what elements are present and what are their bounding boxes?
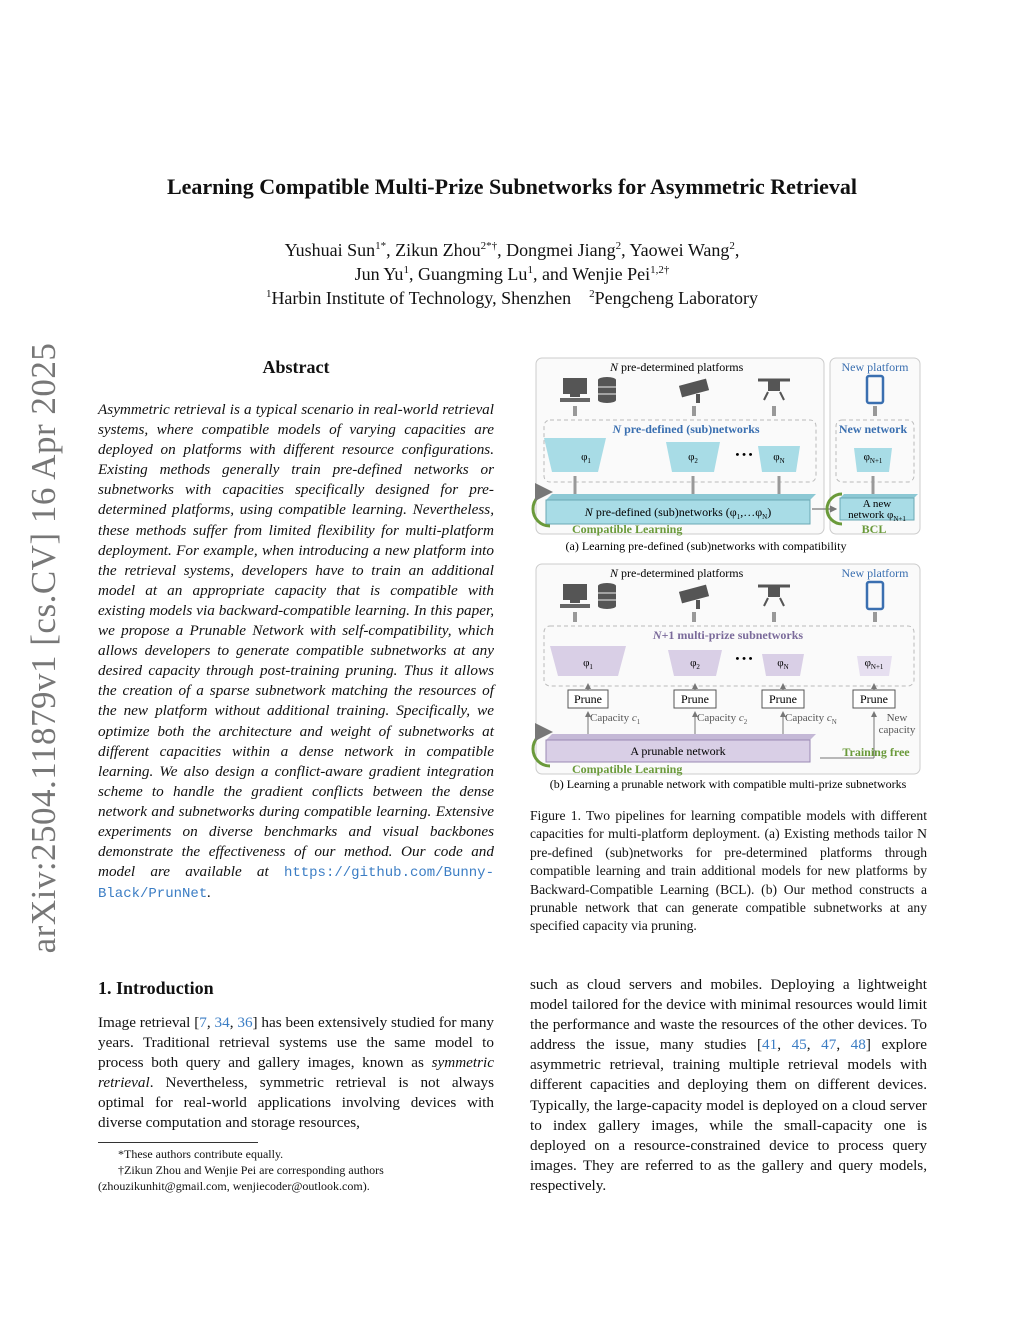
author-sup: 2 (729, 240, 735, 252)
new-network-label: New network (838, 422, 908, 436)
author-sup: 2*† (480, 240, 498, 252)
panel-b (533, 564, 920, 791)
text: , (806, 1036, 822, 1054)
text: , (206, 1014, 215, 1031)
text: , (777, 1036, 792, 1054)
figure-1 (530, 356, 930, 796)
author: , Guangming Lu (408, 264, 528, 284)
author: , Yaowei Wang (621, 240, 730, 260)
author-line-1 (0, 240, 1024, 261)
platforms-label: N pre-determined platforms (610, 360, 744, 374)
citation-link[interactable]: 7 (199, 1014, 207, 1031)
affiliation: Harbin Institute of Technology, Shenzhen (271, 288, 572, 308)
compatible-learning-label: Compatible Learning (572, 522, 683, 536)
training-free-label: Training free (842, 745, 910, 759)
multi-prize-label: N+1 multi-prize subnetworks (652, 628, 804, 642)
author-sup: 2 (615, 240, 622, 252)
author: , Zikun Zhou (386, 240, 481, 260)
phi-label: $\varphi_{N+1}$ (863, 451, 883, 465)
platforms-label: N pre-determined platforms (610, 566, 744, 580)
section-heading-introduction: 1. Introduction (98, 978, 214, 998)
computer-icon (560, 378, 590, 402)
citation-link[interactable]: 41 (762, 1036, 778, 1054)
new-capacity-label: New (886, 712, 908, 724)
text: ] has been extensively studied for many years. Traditional retrieval systems use the same model to process both query and gallery images, known as (98, 1014, 495, 1072)
figure-caption: Figure 1. Two pipelines for learning compatible models with different capacities for multi-platform deployment. (a) Existing methods tailor N pre-defined (sub)networks for pre-determined platforms through compatible learning and train additional models for new platforms by Backward-Compatible Learning (BCL). (b) Our method constructs a prunable network that can generate compatible subnetworks at any specified capacity via pruning. (530, 808, 927, 934)
author: , and Wenjie Pei (532, 264, 651, 284)
new-network-box-label: A new (862, 498, 892, 510)
panel-a (533, 358, 920, 553)
footnote-rule (98, 1142, 258, 1143)
emphasis: symmetric retrieval (98, 1054, 494, 1092)
author-sup: 1* (375, 240, 387, 252)
new-network-box-label: network $\varphi_{N+1}$ (848, 509, 906, 523)
database-icon (598, 583, 616, 609)
phi-label: $\varphi_N$ (773, 451, 785, 465)
text: ] explore asymmetric retrieval, training multiple retrieval models with different capacities and deploying them on different devices. Typically, the large-capacity model is deployed on a cloud server to index gallery images, while the small-capacity one is deployed on a resource-constrained device to process query images. They are referred to as the gallery and query models, respectively. (530, 1036, 928, 1194)
capacity-label: Capacity $c_1$ (590, 712, 641, 726)
text: Image retrieval [ (98, 1014, 200, 1031)
code-link[interactable]: https://github.com/Bunny-Black/PrunNet (98, 865, 494, 903)
text: . Nevertheless, symmetric retrieval is not always optimal for real-world applications involving devices with diverse computation and storage resources, (98, 1074, 494, 1132)
prunable-network-label: A prunable network (630, 744, 726, 758)
citation-link[interactable]: 34 (214, 1014, 230, 1031)
phi-label: $\varphi_{N+1}$ (864, 657, 884, 671)
capacity-label: Capacity $c_2$ (697, 712, 748, 726)
subcaption-a: (a) Learning pre-defined (sub)networks with compatibility (565, 539, 847, 553)
phi-label: $\varphi_2$ (688, 451, 698, 465)
phi-label: $\varphi_1$ (583, 657, 593, 671)
footnote-1: *These authors contribute equally. (118, 1147, 284, 1161)
intro-paragraph-left (98, 1013, 494, 1134)
citation-link[interactable]: 47 (821, 1036, 837, 1054)
paper-title: Learning Compatible Multi-Prize Subnetworks for Asymmetric Retrieval (166, 174, 858, 199)
prune-label: Prune (574, 692, 602, 706)
aff-sup: 2 (589, 288, 595, 300)
affiliations (0, 288, 1024, 309)
abstract-heading: Abstract (262, 357, 330, 377)
author-line-2 (0, 264, 1024, 285)
new-platform-label: New platform (841, 360, 909, 374)
affiliation: Pengcheng Laboratory (594, 288, 759, 308)
computer-icon (560, 584, 590, 608)
text: such as cloud servers and mobiles. Deploying a lightweight model tailored for the device with minimal resources would limit the performance and waste the resources of the other devices. To address the issue, many studies [ (530, 976, 927, 1054)
phi-label: $\varphi_2$ (690, 657, 700, 671)
author: , Dongmei Jiang (497, 240, 616, 260)
database-icon (598, 377, 616, 403)
text: , (836, 1036, 851, 1054)
new-capacity-label: capacity (878, 724, 916, 736)
author-sup: 1 (527, 264, 533, 276)
author-sep: , (734, 240, 740, 260)
citation-link[interactable]: 45 (791, 1036, 807, 1054)
predefined-networks-label: N pre-defined (sub)networks $(\varphi_1,\dots\varphi_N)$ (584, 505, 772, 521)
citation-link[interactable]: 48 (850, 1036, 866, 1054)
ellipsis: • • • (735, 653, 753, 665)
footnote-2: †Zikun Zhou and Wenjie Pei are corresponding authors (zhouzikunhit@gmail.com, wenjiecoder@outlook.com). (98, 1163, 384, 1193)
predefined-label: N pre-defined (sub)networks (612, 422, 760, 436)
author: Yushuai Sun (284, 240, 376, 260)
citation-link[interactable]: 36 (237, 1014, 253, 1031)
prune-label: Prune (860, 692, 888, 706)
arxiv-identifier: arXiv:2504.11879v1 [cs.CV] 16 Apr 2025 (24, 342, 63, 954)
abstract-text: Asymmetric retrieval is a typical scenario in real-world retrieval systems, where compatible models of varying capacities are deployed on platforms with different resource configurations. Existing methods generally train pre-defined networks or subnetworks with capacities specifically designed for pre-determined platforms, using compatible learning. Nevertheless, these methods suffer from limited flexibility for multi-platform deployment. For example, when introducing a new platform into the retrieval systems, developers have to train an additional model at an appropriate capacity that is compatible with existing models via backward-compatible learning. In this paper, we propose a Prunable Network with self-compatibility, which allows developers to generate compatible subnetworks at any desired capacity through post-training pruning. Thus it allows the creation of a sparse subnetwork matching the resources of the new platform without additional training. Specifically, we optimize both the architecture and weight of subnetworks at different capacities within a dense network in compatible learning. We also design a conflict-aware gradient integration scheme to handle the gradient conflicts between the dense network and subnetworks during compatible learning. Extensive experiments on diverse benchmarks and visual backbones demonstrate the effectiveness of our method. Our code and model are available at (98, 401, 494, 881)
compatible-learning-label: Compatible Learning (572, 762, 683, 776)
author-sup: 1,2† (650, 264, 670, 276)
prune-label: Prune (769, 692, 797, 706)
abstract-end: . (207, 884, 212, 902)
abstract-body (98, 400, 494, 904)
aff-sup: 1 (265, 288, 272, 300)
bcl-label: BCL (861, 522, 887, 536)
text: , (229, 1014, 238, 1031)
phi-label: $\varphi_1$ (581, 451, 591, 465)
intro-paragraph-right (530, 975, 927, 1196)
capacity-label: Capacity $c_N$ (785, 712, 837, 726)
new-platform-label: New platform (841, 566, 909, 580)
prune-label: Prune (681, 692, 709, 706)
author-sup: 1 (403, 264, 409, 276)
subcaption-b: (b) Learning a prunable network with compatible multi-prize subnetworks (549, 777, 907, 791)
subnetwork-shape (544, 438, 606, 472)
phi-label: $\varphi_N$ (777, 657, 789, 671)
author: Jun Yu (354, 264, 404, 284)
ellipsis: • • • (735, 449, 753, 461)
